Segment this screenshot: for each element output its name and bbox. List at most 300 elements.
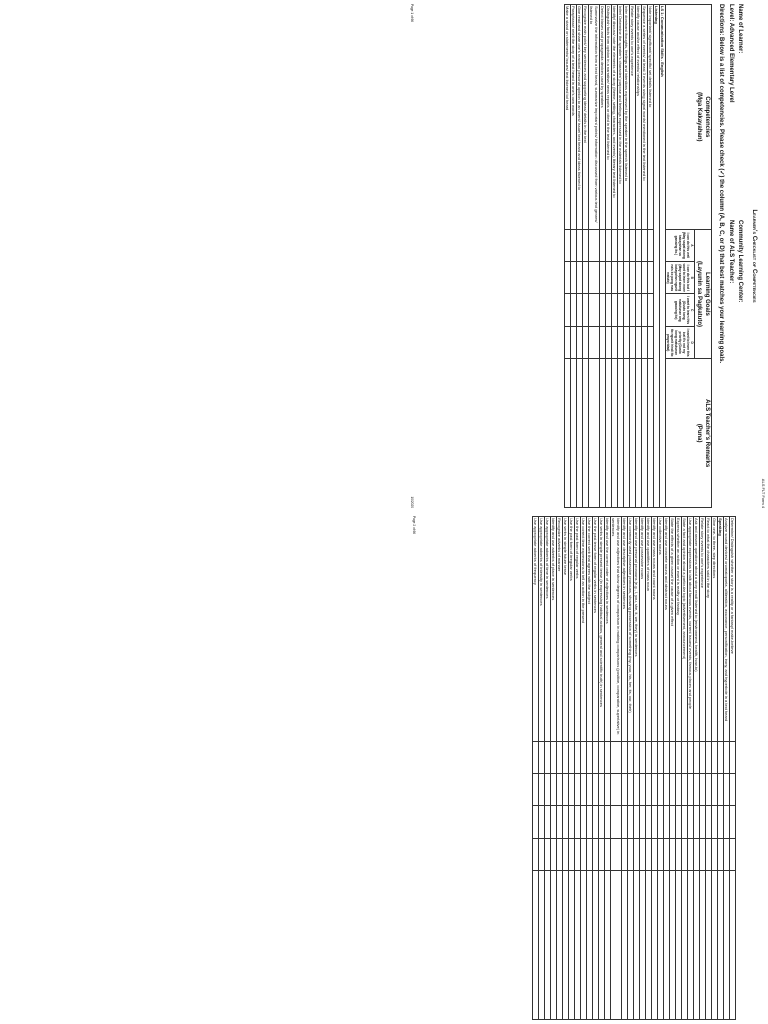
remarks-cell[interactable]	[583, 359, 589, 508]
check-cell-d[interactable]	[718, 838, 724, 870]
check-cell-d[interactable]	[646, 838, 652, 870]
check-cell-b[interactable]	[569, 774, 575, 806]
remarks-cell[interactable]	[569, 871, 575, 1020]
check-cell-b[interactable]	[612, 262, 618, 294]
check-cell-d[interactable]	[575, 838, 581, 870]
competency-text: State a fact and opinion about a particular topic (advertisement, announcement)	[682, 517, 688, 742]
check-cell-c[interactable]	[688, 806, 694, 838]
table-row	[569, 517, 575, 1020]
check-cell-c[interactable]	[545, 806, 551, 838]
remarks-cell[interactable]	[545, 871, 551, 1020]
check-cell-d[interactable]	[688, 838, 694, 870]
check-cell-b[interactable]	[622, 774, 628, 806]
remarks-cell[interactable]	[575, 871, 581, 1020]
page-number-2: Page 2 of 66	[412, 516, 416, 535]
check-cell-c[interactable]	[634, 806, 640, 838]
check-cell-a[interactable]	[628, 741, 634, 773]
teacher-field[interactable]: Name of ALS Teacher:	[728, 220, 734, 284]
check-cell-b[interactable]	[599, 774, 605, 806]
competency-text: Identify/ discuss/ note the elements of a story (theme, setting, characters, and events) literary text listened to	[612, 5, 618, 230]
check-cell-c[interactable]	[581, 806, 587, 838]
check-cell-a[interactable]	[700, 741, 706, 773]
check-cell-c[interactable]	[730, 806, 736, 838]
check-cell-a[interactable]	[605, 741, 611, 773]
remarks-cell[interactable]	[652, 871, 658, 1020]
check-cell-b[interactable]	[589, 262, 600, 294]
table-row	[577, 5, 583, 508]
check-cell-b[interactable]	[587, 774, 593, 806]
table-row	[658, 517, 664, 1020]
remarks-cell[interactable]	[618, 359, 624, 508]
competency-text: Use commonly used possessive pronouns, showing possession of something (my, your, his, her, its, our, their)	[628, 517, 634, 742]
table-row	[587, 517, 593, 1020]
table-row	[694, 517, 700, 1020]
check-cell-d[interactable]	[634, 838, 640, 870]
check-cell-d[interactable]	[664, 838, 670, 870]
check-cell-a[interactable]	[557, 741, 563, 773]
table-row	[664, 517, 670, 1020]
check-cell-c[interactable]	[571, 294, 577, 326]
check-cell-c[interactable]	[577, 294, 583, 326]
table-row	[557, 517, 563, 1020]
check-cell-b[interactable]	[606, 262, 612, 294]
competency-text: Ask and answer questions about a story read/ listened to (environment, health, how-to)	[694, 517, 700, 742]
check-cell-d[interactable]	[622, 838, 628, 870]
competency-text: Use collective nouns	[658, 517, 664, 742]
remarks-cell[interactable]	[628, 871, 634, 1020]
check-cell-b[interactable]	[539, 774, 545, 806]
check-cell-a[interactable]	[718, 741, 724, 773]
check-cell-d[interactable]	[600, 326, 606, 358]
check-cell-c[interactable]	[539, 806, 545, 838]
check-cell-b[interactable]	[557, 774, 563, 806]
check-cell-b[interactable]	[565, 262, 571, 294]
check-cell-d[interactable]	[545, 838, 551, 870]
check-cell-d[interactable]	[571, 326, 577, 358]
table-row	[724, 517, 730, 1020]
subsection-listening: Listening	[654, 5, 660, 508]
check-cell-a[interactable]	[724, 741, 730, 773]
check-cell-c[interactable]	[557, 806, 563, 838]
check-cell-b[interactable]	[646, 774, 652, 806]
check-cell-c[interactable]	[589, 294, 600, 326]
check-cell-a[interactable]	[575, 741, 581, 773]
check-cell-b[interactable]	[682, 774, 688, 806]
check-cell-b[interactable]	[624, 262, 630, 294]
check-cell-a[interactable]	[682, 741, 688, 773]
check-cell-c[interactable]	[612, 294, 618, 326]
check-cell-a[interactable]	[624, 229, 630, 261]
competency-text: Recognize main point/ key sentences and supporting ideas/ details in the text	[583, 5, 589, 230]
check-cell-b[interactable]	[571, 262, 577, 294]
competency-text: Speaking	[718, 517, 724, 742]
table-row	[545, 517, 551, 1020]
competency-text: Note important/ significant/ specific/ set details listened to	[648, 5, 654, 230]
competency-text: Use the past tense form of regular verbs in sentences	[593, 517, 599, 742]
remarks-cell[interactable]	[688, 871, 694, 1020]
check-cell-d[interactable]	[624, 326, 630, 358]
check-cell-c[interactable]	[624, 294, 630, 326]
check-cell-a[interactable]	[630, 229, 636, 261]
check-cell-d[interactable]	[694, 838, 700, 870]
remarks-cell[interactable]	[557, 871, 563, 1020]
remarks-cell[interactable]	[642, 359, 648, 508]
check-cell-a[interactable]	[642, 229, 648, 261]
competency-text: State the effects of a given cause/ the cause of a given effect	[670, 517, 676, 742]
check-cell-b[interactable]	[593, 774, 599, 806]
table-row	[642, 5, 648, 508]
remarks-cell[interactable]	[539, 871, 545, 1020]
check-cell-b[interactable]	[583, 262, 589, 294]
check-cell-c[interactable]	[533, 806, 539, 838]
table-row	[706, 517, 712, 1020]
remarks-cell[interactable]	[706, 871, 712, 1020]
check-cell-a[interactable]	[581, 741, 587, 773]
remarks-cell[interactable]	[600, 359, 606, 508]
check-cell-b[interactable]	[700, 774, 706, 806]
check-cell-d[interactable]	[581, 838, 587, 870]
check-cell-b[interactable]	[575, 774, 581, 806]
check-cell-d[interactable]	[700, 838, 706, 870]
check-cell-a[interactable]	[646, 741, 652, 773]
remarks-cell[interactable]	[605, 871, 611, 1020]
competency-text: Recognize adverbs of manner	[557, 517, 563, 742]
check-cell-d[interactable]	[605, 838, 611, 870]
table-row	[533, 517, 539, 1020]
check-cell-d[interactable]	[612, 326, 618, 358]
check-cell-b[interactable]	[712, 774, 718, 806]
table-row	[648, 5, 654, 508]
competency-text: Use appropriate adverbs of time in sentences	[545, 517, 551, 742]
check-cell-d[interactable]	[724, 838, 730, 870]
check-cell-b[interactable]	[577, 262, 583, 294]
check-cell-b[interactable]	[618, 262, 624, 294]
check-cell-a[interactable]	[706, 741, 712, 773]
check-cell-a[interactable]	[606, 229, 612, 261]
table-row	[624, 5, 630, 508]
remarks-cell[interactable]	[700, 871, 706, 1020]
remarks-cell[interactable]	[712, 871, 718, 1020]
check-cell-c[interactable]	[563, 806, 569, 838]
table-row	[575, 517, 581, 1020]
check-cell-a[interactable]	[587, 741, 593, 773]
check-cell-d[interactable]	[611, 838, 622, 870]
remarks-cell[interactable]	[730, 871, 736, 1020]
check-cell-b[interactable]	[706, 774, 712, 806]
check-cell-a[interactable]	[551, 741, 557, 773]
check-cell-d[interactable]	[563, 838, 569, 870]
remarks-cell[interactable]	[630, 359, 636, 508]
check-cell-d[interactable]	[599, 838, 605, 870]
check-cell-d[interactable]	[593, 838, 599, 870]
check-cell-d[interactable]	[551, 838, 557, 870]
remarks-cell[interactable]	[593, 871, 599, 1020]
check-cell-a[interactable]	[694, 741, 700, 773]
check-cell-d[interactable]	[712, 838, 718, 870]
check-cell-d[interactable]	[618, 326, 624, 358]
check-cell-b[interactable]	[658, 774, 664, 806]
remarks-cell[interactable]	[718, 871, 724, 1020]
competency-text: Use the correct verb that agrees with the subject	[587, 517, 593, 742]
table-row	[599, 517, 605, 1020]
check-cell-c[interactable]	[646, 806, 652, 838]
check-cell-b[interactable]	[605, 774, 611, 806]
check-cell-a[interactable]	[622, 741, 628, 773]
remarks-cell[interactable]	[612, 359, 618, 508]
check-cell-a[interactable]	[539, 741, 545, 773]
check-cell-a[interactable]	[712, 741, 718, 773]
check-cell-c[interactable]	[670, 806, 676, 838]
check-cell-b[interactable]	[533, 774, 539, 806]
competency-text: Express whether an action or event is reality or fantasy	[676, 517, 682, 742]
remarks-cell[interactable]	[581, 871, 587, 1020]
check-cell-a[interactable]	[577, 229, 583, 261]
check-cell-b[interactable]	[642, 262, 648, 294]
check-cell-d[interactable]	[658, 838, 664, 870]
table-row	[700, 517, 706, 1020]
remarks-cell[interactable]	[622, 871, 628, 1020]
check-cell-a[interactable]	[583, 229, 589, 261]
page-number: Page 1 of 66	[410, 4, 414, 23]
check-cell-a[interactable]	[664, 741, 670, 773]
check-cell-b[interactable]	[611, 774, 622, 806]
check-cell-b[interactable]	[718, 774, 724, 806]
check-cell-a[interactable]	[658, 741, 664, 773]
check-cell-a[interactable]	[545, 741, 551, 773]
remarks-cell[interactable]	[624, 359, 630, 508]
check-cell-b[interactable]	[688, 774, 694, 806]
check-cell-c[interactable]	[611, 806, 622, 838]
check-cell-d[interactable]	[730, 838, 736, 870]
check-cell-d[interactable]	[648, 326, 654, 358]
check-cell-d[interactable]	[628, 838, 634, 870]
check-cell-d[interactable]	[706, 838, 712, 870]
table-row	[646, 517, 652, 1020]
check-cell-d[interactable]	[642, 326, 648, 358]
check-cell-a[interactable]	[648, 229, 654, 261]
check-cell-a[interactable]	[565, 229, 571, 261]
check-cell-d[interactable]	[589, 326, 600, 358]
check-cell-b[interactable]	[545, 774, 551, 806]
check-cell-a[interactable]	[688, 741, 694, 773]
check-cell-c[interactable]	[700, 806, 706, 838]
table-row	[618, 5, 624, 508]
competency-text: Detect biases and propaganda devices used by speakers	[600, 5, 606, 230]
goal-d: D I want to learn this but it's not my priority (Gusto kong matutunan ito ngunit hindi ito prayoridad)	[666, 326, 695, 358]
check-cell-b[interactable]	[551, 774, 557, 806]
check-cell-c[interactable]	[682, 806, 688, 838]
check-cell-a[interactable]	[730, 741, 736, 773]
check-cell-c[interactable]	[630, 294, 636, 326]
check-cell-b[interactable]	[676, 774, 682, 806]
check-cell-d[interactable]	[676, 838, 682, 870]
check-cell-c[interactable]	[551, 806, 557, 838]
competency-text: Use the past form of irregular verbs	[569, 517, 575, 742]
remarks-cell[interactable]	[587, 871, 593, 1020]
check-cell-b[interactable]	[724, 774, 730, 806]
check-cell-a[interactable]	[599, 741, 605, 773]
competency-text: Summarize the information from a text heard, summarize important points/ information discussed from various text genres/ listened to	[589, 5, 600, 230]
check-cell-a[interactable]	[634, 741, 640, 773]
check-cell-d[interactable]	[682, 838, 688, 870]
check-cell-b[interactable]	[670, 774, 676, 806]
check-cell-c[interactable]	[658, 806, 664, 838]
remarks-cell[interactable]	[533, 871, 539, 1020]
remarks-cell[interactable]	[658, 871, 664, 1020]
check-cell-c[interactable]	[648, 294, 654, 326]
table-row	[612, 5, 618, 508]
check-cell-a[interactable]	[589, 229, 600, 261]
clc-field[interactable]: Community Learning Center:	[737, 220, 743, 303]
remarks-cell[interactable]	[634, 871, 640, 1020]
check-cell-c[interactable]	[628, 806, 634, 838]
table-row	[565, 5, 571, 508]
section-ls1: LS 1: Communication Skills - English	[660, 5, 666, 508]
check-cell-a[interactable]	[636, 229, 642, 261]
table-row	[571, 5, 577, 508]
check-cell-c[interactable]	[599, 806, 605, 838]
check-cell-d[interactable]	[670, 838, 676, 870]
check-cell-b[interactable]	[581, 774, 587, 806]
check-cell-c[interactable]	[652, 806, 658, 838]
remarks-cell[interactable]	[565, 359, 571, 508]
check-cell-c[interactable]	[583, 294, 589, 326]
competency-text: Use verbs in simple present tense (in expressing habitual actions, general and scientific truth) in sentences	[599, 517, 605, 742]
check-cell-b[interactable]	[636, 262, 642, 294]
competency-text: Identify and use mass nouns and count nouns	[652, 517, 658, 742]
check-cell-b[interactable]	[652, 774, 658, 806]
check-cell-d[interactable]	[583, 326, 589, 358]
remarks-cell[interactable]	[682, 871, 688, 1020]
check-cell-c[interactable]	[718, 806, 724, 838]
check-cell-c[interactable]	[600, 294, 606, 326]
remarks-cell[interactable]	[577, 359, 583, 508]
check-cell-d[interactable]	[636, 326, 642, 358]
check-cell-c[interactable]	[618, 294, 624, 326]
table-row	[636, 5, 642, 508]
remarks-cell[interactable]	[664, 871, 670, 1020]
check-cell-a[interactable]	[600, 229, 606, 261]
remarks-cell[interactable]	[611, 871, 622, 1020]
goal-c: C I want to learn this (Gusto kong matutunan ang gawaing ito)	[666, 294, 695, 326]
table-row	[652, 517, 658, 1020]
remarks-cell[interactable]	[589, 359, 600, 508]
check-cell-c[interactable]	[565, 294, 571, 326]
check-cell-c[interactable]	[642, 294, 648, 326]
check-cell-d[interactable]	[565, 326, 571, 358]
check-cell-d[interactable]	[577, 326, 583, 358]
check-cell-a[interactable]	[571, 229, 577, 261]
remarks-cell[interactable]	[676, 871, 682, 1020]
page-title: Learner's Checklist of Competencies	[751, 209, 757, 303]
table-row	[628, 517, 634, 1020]
check-cell-c[interactable]	[622, 806, 628, 838]
remarks-cell[interactable]	[563, 871, 569, 1020]
check-cell-c[interactable]	[575, 806, 581, 838]
table-row	[718, 517, 724, 1020]
check-cell-d[interactable]	[630, 326, 636, 358]
check-cell-c[interactable]	[706, 806, 712, 838]
competency-text: Identify and use adverbs of place in sentences	[551, 517, 557, 742]
check-cell-d[interactable]	[539, 838, 545, 870]
table-row	[630, 5, 636, 508]
check-cell-b[interactable]	[640, 774, 646, 806]
competency-text: Paraphrase/ retell the story of a text heard in one's own words	[571, 5, 577, 230]
check-cell-b[interactable]	[628, 774, 634, 806]
check-cell-c[interactable]	[676, 806, 682, 838]
check-cell-a[interactable]	[593, 741, 599, 773]
check-cell-d[interactable]	[587, 838, 593, 870]
name-of-learner-field[interactable]: Name of Learner:	[737, 4, 743, 54]
check-cell-a[interactable]	[640, 741, 646, 773]
remarks-cell[interactable]	[599, 871, 605, 1020]
remarks-cell[interactable]	[646, 871, 652, 1020]
check-cell-c[interactable]	[587, 806, 593, 838]
table-row	[581, 517, 587, 1020]
check-cell-b[interactable]	[664, 774, 670, 806]
check-cell-c[interactable]	[605, 806, 611, 838]
remarks-cell[interactable]	[670, 871, 676, 1020]
check-cell-c[interactable]	[606, 294, 612, 326]
table-row	[600, 5, 606, 508]
check-cell-c[interactable]	[664, 806, 670, 838]
competency-text: Identify and use possessive nouns	[640, 517, 646, 742]
remarks-cell[interactable]	[648, 359, 654, 508]
check-cell-d[interactable]	[533, 838, 539, 870]
check-cell-c[interactable]	[724, 806, 730, 838]
check-cell-a[interactable]	[670, 741, 676, 773]
check-cell-d[interactable]	[652, 838, 658, 870]
check-cell-c[interactable]	[593, 806, 599, 838]
check-cell-d[interactable]	[569, 838, 575, 870]
check-cell-a[interactable]	[563, 741, 569, 773]
check-cell-b[interactable]	[600, 262, 606, 294]
remarks-cell[interactable]	[571, 359, 577, 508]
check-cell-b[interactable]	[630, 262, 636, 294]
table-row	[712, 517, 718, 1020]
check-cell-a[interactable]	[676, 741, 682, 773]
checklist-page-1	[408, 0, 768, 512]
check-cell-d[interactable]	[640, 838, 646, 870]
check-cell-a[interactable]	[618, 229, 624, 261]
check-cell-d[interactable]	[606, 326, 612, 358]
remarks-cell[interactable]	[724, 871, 730, 1020]
check-cell-b[interactable]	[730, 774, 736, 806]
check-cell-c[interactable]	[694, 806, 700, 838]
remarks-cell[interactable]	[606, 359, 612, 508]
check-cell-a[interactable]	[612, 229, 618, 261]
remarks-cell[interactable]	[694, 871, 700, 1020]
remarks-cell[interactable]	[551, 871, 557, 1020]
check-cell-c[interactable]	[569, 806, 575, 838]
check-cell-b[interactable]	[634, 774, 640, 806]
check-cell-a[interactable]	[611, 741, 622, 773]
check-cell-a[interactable]	[652, 741, 658, 773]
check-cell-d[interactable]	[557, 838, 563, 870]
check-cell-b[interactable]	[563, 774, 569, 806]
check-cell-a[interactable]	[533, 741, 539, 773]
remarks-cell[interactable]	[636, 359, 642, 508]
remarks-cell[interactable]	[640, 871, 646, 1020]
check-cell-c[interactable]	[640, 806, 646, 838]
competency-text: Give read and share one's reaction/ personal opinion to an event/ issue/ text heard and ideas listened to	[577, 5, 583, 230]
check-cell-c[interactable]	[636, 294, 642, 326]
check-cell-a[interactable]	[569, 741, 575, 773]
check-cell-b[interactable]	[694, 774, 700, 806]
competency-text: Use appropriate expressions to talk about famous events, current issues/ events, famous places and people	[688, 517, 694, 742]
check-cell-b[interactable]	[648, 262, 654, 294]
check-cell-c[interactable]	[712, 806, 718, 838]
